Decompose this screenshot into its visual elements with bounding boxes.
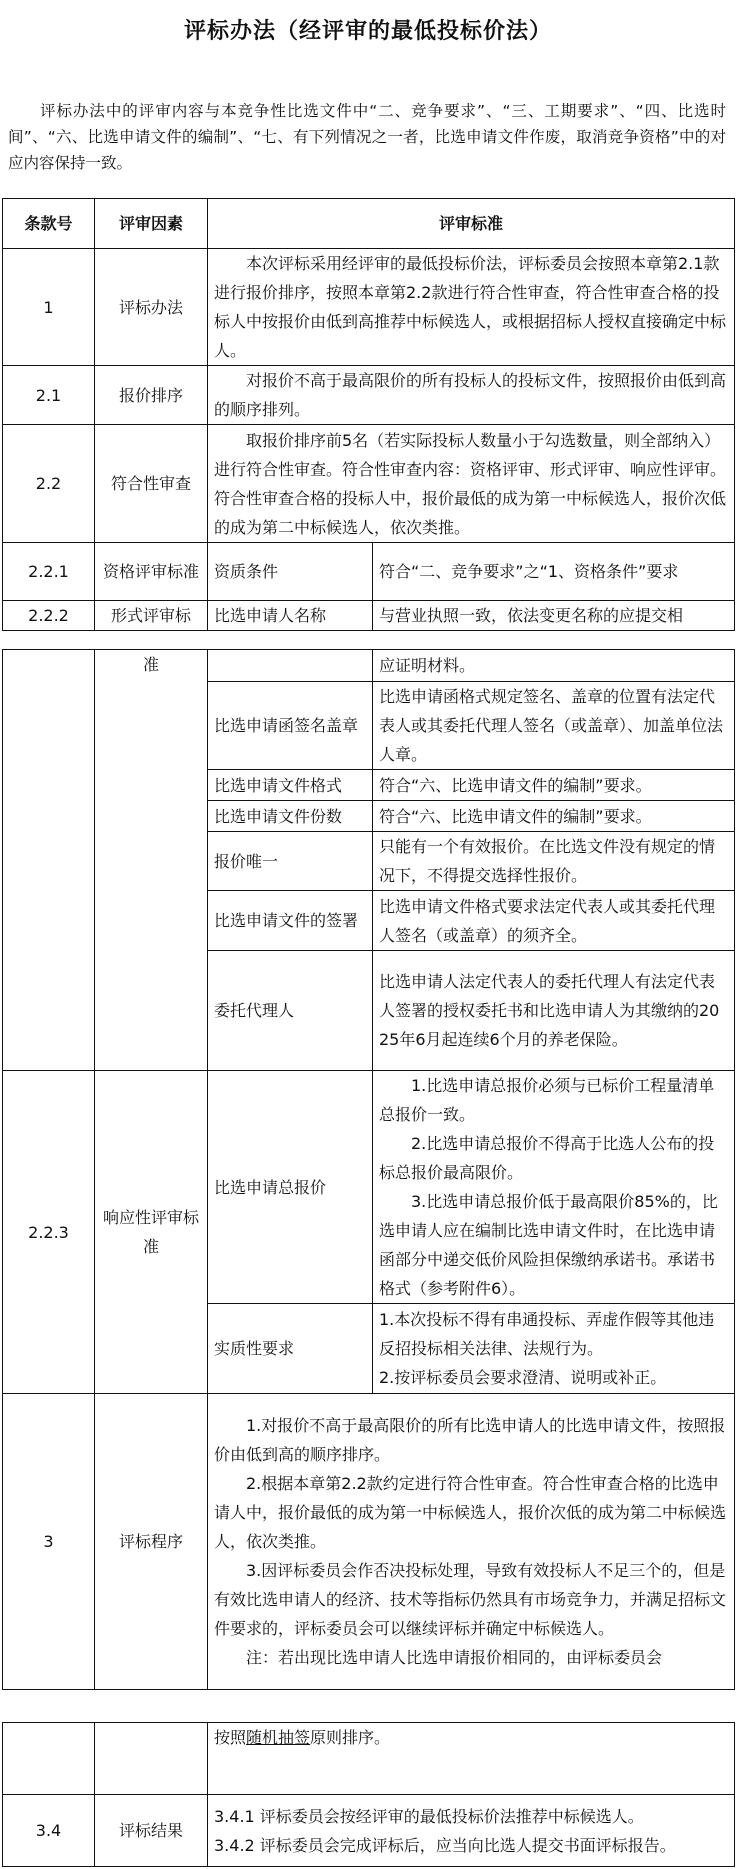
standard-item: 3.4.1 评标委员会按经评审的最低投标价法推荐中标候选人。 [214,1806,644,1826]
standard-item: 1.本次投标不得有串通投标、弄虚作假等其他违反招投标相关法律、法规行为。 [379,1310,715,1358]
standard-text: 按照 [214,1728,247,1747]
standard-item: 1.比选申请总报价必须与已标价工程量清单总报价一致。 [379,1076,715,1124]
review-standard: 比选申请文件格式要求法定代表人或其委托代理人签名（或盖章）的须齐全。 [373,891,735,951]
sub-factor: 报价唯一 [208,832,373,891]
standard-item: 2.根据本章第2.2款约定进行符合性审查。符合性审查合格的比选申请人中，报价最低的成为第一中标候选人，报价次低的成为第二中标候选人，依次类推。 [214,1474,727,1551]
standard-text: 原则排序。 [310,1728,391,1747]
sub-factor: 资质条件 [208,543,373,601]
page-title: 评标办法（经评审的最低投标价法） [183,19,552,44]
table-row [3,601,735,631]
sub-factor: 比选申请文件份数 [208,801,373,832]
clause-number: 3 [3,1394,95,1690]
clause-number: 3.4 [3,1795,95,1867]
clause-number: 2.2 [3,425,95,543]
review-factor: 形式评审标 [95,601,208,631]
review-standard [208,1394,735,1690]
review-standard [373,1304,735,1394]
clause-number-blank [3,1723,95,1795]
review-standard: 只能有一个有效报价。在比选文件没有规定的情况下，不得提交选择性报价。 [373,832,735,891]
review-factor: 资格评审标准 [95,543,208,601]
intro-paragraph: 评标办法中的评审内容与本竞争性比选文件中“二、竞争要求”、“三、工期要求”、“四、比选时间”、“六、比选申请文件的编制”、“七、有下列情况之一者，比选申请文件作废，取消竞争资格”中的对应内容保持一致。 [8,102,726,172]
table-row [3,366,735,425]
random-draw-text: 随机抽签 [246,1728,311,1747]
sub-factor: 比选申请人名称 [208,601,373,631]
header-factor: 评审因素 [95,199,208,249]
review-standard: 比选申请人法定代表人的委托代理人有法定代表人签署的授权委托书和比选申请人为其缴纳的2025年6月起连续6个月的养老保险。 [373,951,735,1071]
review-factor: 符合性审查 [95,425,208,543]
standard-item: 1.对报价不高于最高限价的所有比选申请人的比选申请文件，按照报价由低到高的顺序排序。 [214,1416,726,1464]
table-row [3,1795,735,1867]
header-clause: 条款号 [3,199,95,249]
clause-number: 2.2.2 [3,601,95,631]
review-standard [373,1071,735,1304]
table-row [3,1394,735,1690]
clause-number: 2.1 [3,366,95,425]
review-standard: 符合“六、比选申请文件的编制”要求。 [373,770,735,801]
table-row [3,543,735,601]
standard-item: 2.按评标委员会要求澄清、说明或补正。 [379,1368,667,1387]
sub-factor-blank [208,650,373,682]
review-standard: 符合“六、比选申请文件的编制”要求。 [373,801,735,832]
review-factor: 评标程序 [95,1394,208,1690]
review-factor: 评标办法 [95,249,208,366]
review-factor-blank [95,1723,208,1795]
table-row [3,650,735,682]
criteria-table-part3 [2,1722,735,1867]
sub-factor: 比选申请文件格式 [208,770,373,801]
review-standard [208,1795,735,1867]
table-row [3,249,735,366]
review-standard: 对报价不高于最高限价的所有投标人的投标文件，按照报价由低到高的顺序排列。 [208,366,735,425]
standard-note: 注：若出现比选申请人比选申请报价相同的，由评标委员会 [246,1648,663,1667]
standard-item: 3.4.2 评标委员会完成评标后，应当向比选人提交书面评标报告。 [214,1835,676,1855]
review-factor-continued: 准 [95,650,208,1071]
review-standard: 符合“二、竞争要求”之“1、资格条件”要求 [373,543,735,601]
review-standard: 与营业执照一致，依法变更名称的应提交相 [373,601,735,631]
header-standard: 评审标准 [208,199,735,249]
clause-number: 1 [3,249,95,366]
standard-item: 3.因评标委员会作否决投标处理，导致有效投标人不足三个的，但是有效比选申请人的经济、技术等指标仍然具有市场竞争力，并满足招标文件要求的，评标委员会可以继续评标并确定中标候选人。 [214,1561,727,1638]
standard-item: 2.比选申请总报价不得高于比选人公布的投标总报价最高限价。 [379,1134,715,1182]
clause-number: 2.2.3 [3,1071,95,1394]
sub-factor: 委托代理人 [208,951,373,1071]
table-row [3,1723,735,1795]
table-header-row [3,199,735,249]
clause-number-blank [3,650,95,1071]
criteria-table-part1 [2,198,735,631]
sub-factor: 比选申请文件的签署 [208,891,373,951]
clause-number: 2.2.1 [3,543,95,601]
sub-factor: 比选申请函签名盖章 [208,682,373,770]
review-standard: 比选申请函格式规定签名、盖章的位置有法定代表人或其委托代理人签名（或盖章）、加盖单位法人章。 [373,682,735,770]
sub-factor: 比选申请总报价 [208,1071,373,1304]
criteria-table-part2 [2,649,735,1690]
standard-item: 3.比选申请总报价低于最高限价85%的，比选申请人应在编制比选申请文件时，在比选申请函部分中递交低价风险担保缴纳承诺书。承诺书格式（参考附件6）。 [379,1192,718,1298]
review-standard: 应证明材料。 [373,650,735,682]
review-standard: 本次评标采用经评审的最低投标价法，评标委员会按照本章第2.1款进行报价排序，按照本章第2.2款进行符合性审查，符合性审查合格的投标人中按报价由低到高推荐中标候选人，或根据招标人授权直接确定中标人。 [208,249,735,366]
table-row [3,425,735,543]
sub-factor: 实质性要求 [208,1304,373,1394]
table-row [3,1071,735,1304]
review-standard: 取报价排序前5名（若实际投标人数量小于勾选数量，则全部纳入）进行符合性审查。符合性审查内容：资格评审、形式评审、响应性评审。符合性审查合格的投标人中，报价最低的成为第一中标候选人，报价次低的成为第二中标候选人，依次类推。 [208,425,735,543]
review-factor: 报价排序 [95,366,208,425]
review-factor: 评标结果 [95,1795,208,1867]
review-factor: 响应性评审标准 [95,1071,208,1394]
review-standard [208,1723,735,1795]
